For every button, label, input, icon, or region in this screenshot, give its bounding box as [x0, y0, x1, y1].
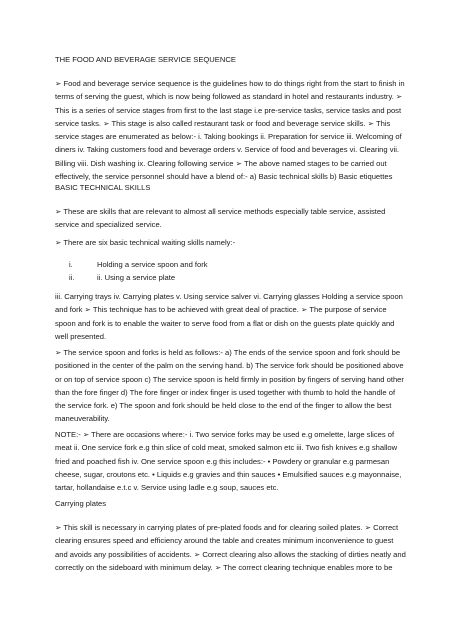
text-line: NOTE:- ➢ There are occasions where:- i. Two service forks may be used e.g omelette, large slices of: [55, 430, 395, 439]
text-line: and avoids any possibilities of accidents. ➢ Correct clearing also allows the stacking of dirties neatly and: [55, 549, 406, 559]
text-line: the service fork. e) The spoon and fork should be held close to the end of the finger to allow the best: [55, 401, 392, 411]
text-line: positioned in the center of the palm on the serving hand. b) The service fork should be positioned above: [55, 361, 404, 371]
six-skills-line: ➢ There are six basic technical waiting skills namely:-: [55, 238, 236, 247]
text-line: This is a series of service stages from first to the last stage i.e pre-service tasks, service tasks and post: [55, 105, 402, 115]
intro-paragraph: [55, 77, 430, 183]
carrying-paragraph: [55, 290, 430, 343]
spoon-paragraph: [55, 346, 430, 426]
plates-paragraph: [55, 521, 430, 574]
text-line: ➢ These are skills that are relevant to almost all service methods especially table service, assisted: [55, 207, 386, 216]
text-line: tartar, hollandaise e.t.c v. Service using ladle e.g soup, sauces etc.: [55, 483, 279, 493]
text-line: meat ii. One service fork e.g thin slice of cold meat, smoked salmon etc iii. Two fish knives e.g shallow: [55, 443, 398, 453]
text-line: Billing viii. Dish washing ix. Clearing following service ➢ The above named stages to be carried out: [55, 158, 387, 168]
text-line: diners iv. Taking customers food and beverage orders v. Service of food and beverages vi. Clearing vii.: [55, 145, 400, 155]
text-line: ➢ The service spoon and forks is held as follows:- a) The ends of the service spoon and fork should be: [55, 348, 401, 357]
text-line: service and specialized service.: [55, 220, 162, 230]
text-line: clearing ensures speed and efficiency around the table and creates minimum inconvenience to guest: [55, 536, 394, 546]
text-line: effectively, the service personnel should have a blend of:- a) Basic technical skills b) Basic etiquettes: [55, 172, 393, 182]
text-line: well presented.: [55, 331, 107, 341]
skills-intro-paragraph: [55, 205, 430, 232]
text-line: or on top of service spoon c) The service spoon is held firmly in position by fingers of serving hand other: [55, 374, 404, 384]
text-line: spoon and fork is to enable the waiter to serve food from a flat or dish on the guests plate quickly and: [55, 318, 395, 328]
list-text: ii. Using a service plate: [97, 273, 176, 282]
text-line: iii. Carrying trays iv. Carrying plates v. Using service salver vi. Carrying glasses Holding a service spoon: [55, 292, 403, 301]
list-number: i.: [69, 260, 73, 269]
section-heading-basic-skills: BASIC TECHNICAL SKILLS: [55, 183, 151, 192]
list-number: ii.: [69, 273, 75, 282]
text-line: service tasks. ➢ This stage is also called restaurant task or food and beverage service skills. ➢ This: [55, 118, 391, 128]
document-title: THE FOOD AND BEVERAGE SERVICE SEQUENCE: [55, 55, 236, 64]
text-line: terms of serving the guest, which is now being followed as standard in hotel and restaurants industry. ➢: [55, 92, 403, 102]
text-line: fried and poached fish iv. One service spoon e.g this includes:- • Powdery or granular e.g parmesan: [55, 456, 390, 466]
text-line: correctly on the sideboard with minimum delay. ➢ The correct clearing technique enables more to be: [55, 562, 393, 572]
text-line: ➢ Food and beverage service sequence is the guidelines how to do things right from the start to finish in: [55, 79, 405, 88]
list-text: Holding a service spoon and fork: [97, 260, 208, 269]
text-line: and fork ➢ This technique has to be achieved with great deal of practice. ➢ The purpose of service: [55, 305, 387, 315]
note-paragraph: [55, 428, 430, 494]
text-line: maneuverability.: [55, 414, 110, 424]
text-line: than the fore finger d) The fore finger or index finger is used together with thumb to hold the handle of: [55, 387, 396, 397]
carrying-plates-heading: Carrying plates: [55, 499, 107, 508]
text-line: cheese, sugar, croutons etc. • Liquids e.g gravies and thin sauces • Emulsified sauces e.g mayonnaise,: [55, 469, 402, 479]
text-line: service stages are enumerated as below:- i. Taking bookings ii. Preparation for service iii. Welcoming of: [55, 132, 402, 142]
text-line: ➢ This skill is necessary in carrying plates of pre-plated foods and for clearing soiled plates. ➢ Correct: [55, 523, 399, 532]
